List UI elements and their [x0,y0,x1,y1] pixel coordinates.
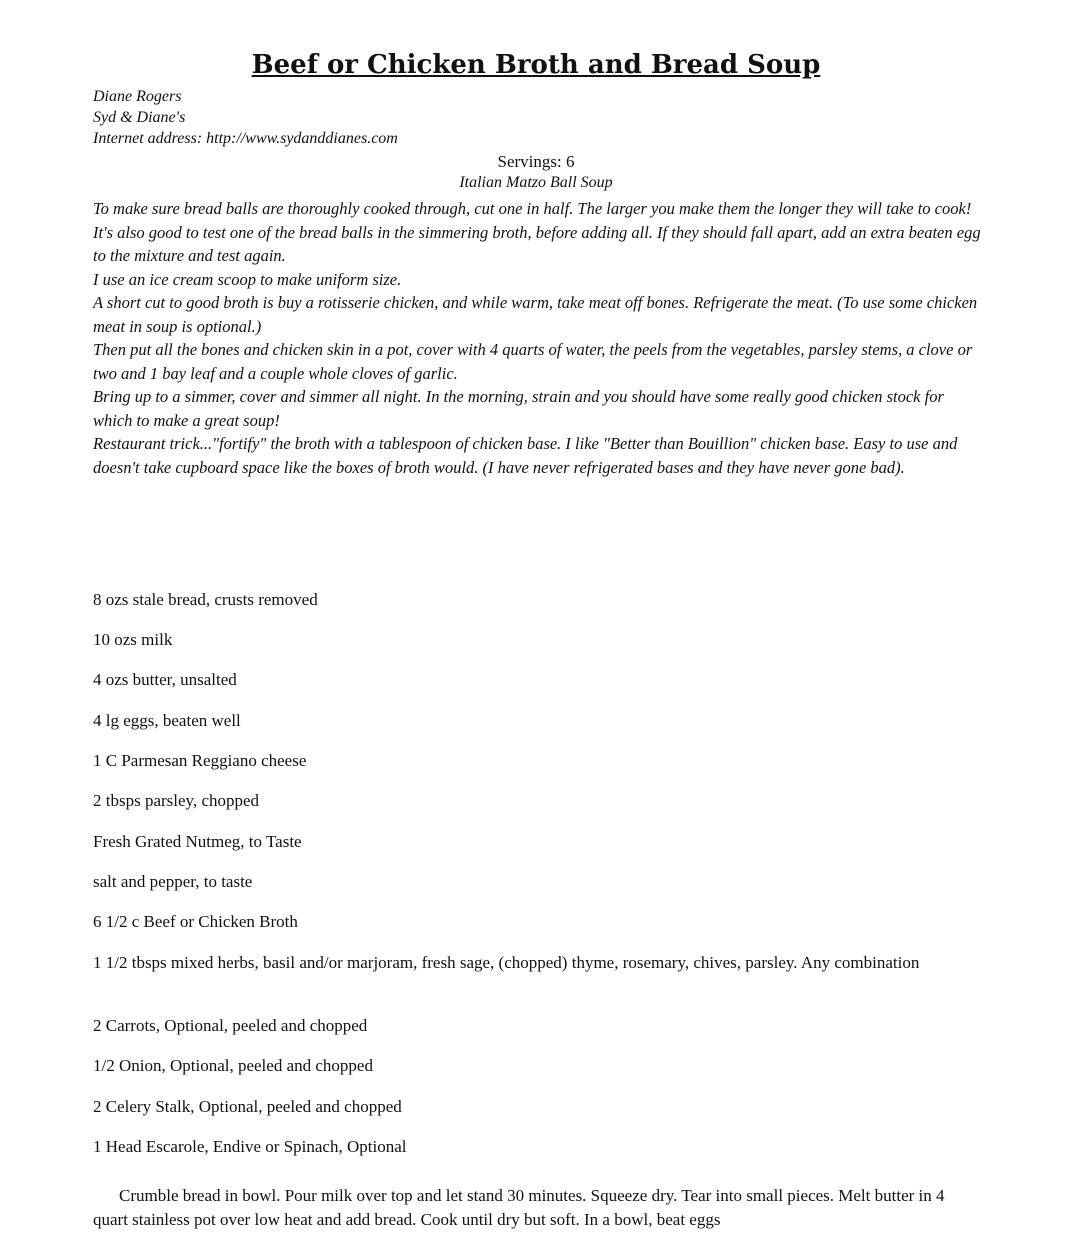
ingredient-item: 1 C Parmesan Reggiano cheese [93,751,307,770]
note-paragraph: A short cut to good broth is buy a rotisserie chicken, and while warm, take meat off bones. Refrigerate the meat. (To use some chicken meat in soup is optional.) [93,293,978,336]
note-paragraph: To make sure bread balls are thoroughly cooked through, cut one in half. The larger you make them the longer they will take to cook! [93,199,972,218]
internet-address: Internet address: http://www.sydanddianes.com [93,130,398,147]
source-name: Syd & Diane's [93,109,186,126]
servings: Servings: 6 [497,152,575,171]
ingredient-item: Fresh Grated Nutmeg, to Taste [93,832,302,851]
note-paragraph: Then put all the bones and chicken skin in a pot, cover with 4 quarts of water, the peels from the vegetables, parsley stems, a clove or two and 1 bay leaf and a couple whole cloves of garlic. [93,340,973,383]
recipe-title: Beef or Chicken Broth and Bread Soup [251,50,821,80]
ingredient-item: 2 tbsps parsley, chopped [93,791,260,810]
note-paragraph: I use an ice cream scoop to make uniform size. [93,269,402,289]
directions-paragraph: Crumble bread in bowl. Pour milk over top and let stand 30 minutes. Squeeze dry. Tear into small pieces. Melt butter in 4 quart stainless pot over low heat and add bread. Cook until dry but soft. In a bowl, beat eggs [93,1186,945,1229]
ingredient-item: 1 1/2 tbsps mixed herbs, basil and/or marjoram, fresh sage, (chopped) thyme, rosemary, chives, parsley. Any combination [93,953,920,972]
ingredient-item: 4 ozs butter, unsalted [93,670,237,689]
note-paragraph: Restaurant trick..."fortify" the broth with a tablespoon of chicken base. I like "Better than Bouillion" chicken base. Easy to use and doesn't take cupboard space like the boxes of broth would. (I have never refrigerated bases and they have never gone bad). [93,434,958,477]
ingredient-item: 8 ozs stale bread, crusts removed [93,590,318,609]
note-paragraph: It's also good to test one of the bread balls in the simmering broth, before adding all. If they should fall apart, add an extra beaten egg to the mixture and test again. [93,222,981,265]
note-paragraph: Bring up to a simmer, cover and simmer all night. In the morning, strain and you should have some really good chicken stock for which to make a great soup! [93,387,944,430]
recipe-subtitle: Italian Matzo Ball Soup [459,174,613,191]
ingredient-item: 6 1/2 c Beef or Chicken Broth [93,912,298,931]
recipe-notes [93,197,983,479]
ingredient-item: 2 Celery Stalk, Optional, peeled and chopped [93,1097,402,1116]
ingredient-item: 2 Carrots, Optional, peeled and chopped [93,1016,368,1035]
ingredient-item: salt and pepper, to taste [93,872,253,891]
ingredient-item: 10 ozs milk [93,630,173,649]
author-name: Diane Rogers [93,88,182,105]
ingredient-item: 4 lg eggs, beaten well [93,711,241,730]
ingredient-item: 1/2 Onion, Optional, peeled and chopped [93,1056,373,1075]
ingredient-item: 1 Head Escarole, Endive or Spinach, Optional [93,1137,407,1156]
recipe-meta [93,86,398,149]
